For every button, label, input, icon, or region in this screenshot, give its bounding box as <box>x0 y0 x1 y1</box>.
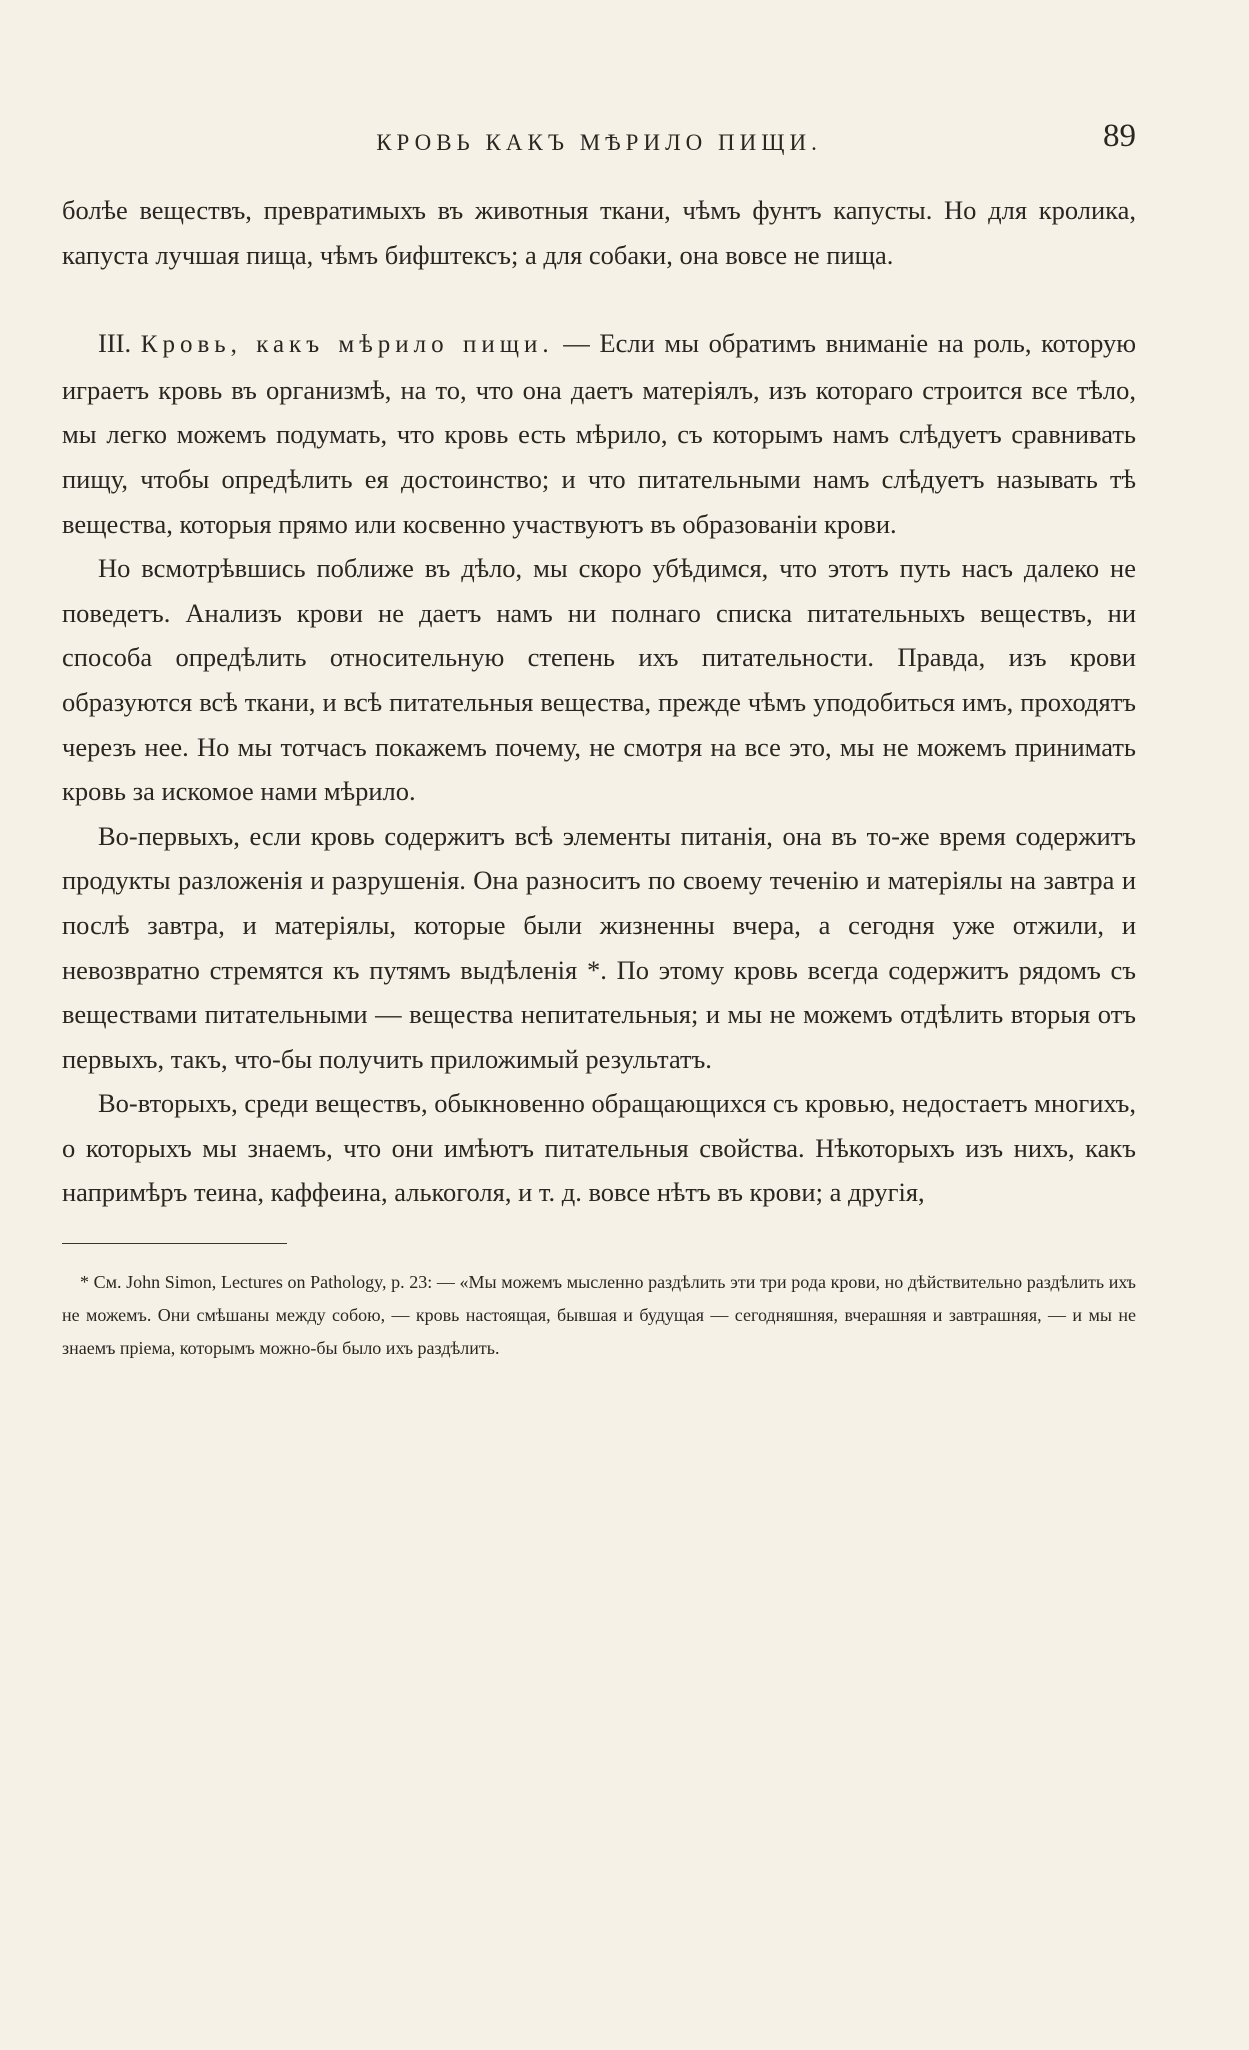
footnote-text: * См. John Simon, Lectures on Pathology, p. 23: — «Мы можемъ мысленно раздѣлить эти три рода крови, но дѣйствительно раздѣлить ихъ не можемъ. Они смѣшаны между собою, — кровь настоящая, бывшая и будущая — сегодняшняя, вчерашняя и завтрашняя, — и мы не знаемъ пріема, которымъ можно-бы было ихъ раздѣлить. <box>62 1272 1136 1359</box>
paragraph-text: болѣе веществъ, превратимыхъ въ животныя ткани, чѣмъ фунтъ капусты. Но для кролика, капуста лучшая пища, чѣмъ бифштексъ; а для собаки, она вовсе не пища. <box>62 195 1136 270</box>
page <box>62 118 1136 1383</box>
paragraph <box>62 814 1136 1082</box>
paragraph-text: — Если мы обратимъ вниманіе на роль, которую играетъ кровь въ организмѣ, на то, что она даетъ матеріялъ, изъ котораго строится все тѣло, мы легко можемъ подумать, что кровь есть мѣрило, съ которымъ намъ слѣдуетъ сравнивать пищу, чтобы опредѣлить ея достоинство; и что питательными намъ слѣдуетъ называть тѣ вещества, которыя прямо или косвенно участвуютъ въ образованіи крови. <box>62 328 1137 539</box>
running-head: КРОВЬ КАКЪ МѢРИЛО ПИЩИ. <box>376 130 822 155</box>
paragraph-section-iii <box>62 321 1136 546</box>
paragraph-text: Во-вторыхъ, среди веществъ, обыкновенно обращающихся съ кровью, недостаетъ многихъ, о которыхъ мы знаемъ, что они имѣютъ питательныя свойства. Нѣкоторыхъ изъ нихъ, какъ напримѣръ теина, каффеина, алькоголя, и т. д. вовсе нѣтъ въ крови; а другія, <box>62 1088 1136 1208</box>
section-title: Кровь, какъ мѣрило пищи. <box>140 331 554 359</box>
paragraph <box>62 1081 1136 1215</box>
paragraph-text: Во-первыхъ, если кровь содержитъ всѣ элементы питанія, она въ то-же время содержитъ продукты разложенія и разрушенія. Она разноситъ по своему теченію и матеріялы на завтра и послѣ завтра, и матеріялы, которые были жизненны вчера, а сегодня уже отжили, и невозвратно стремятся къ путямъ выдѣленія *. По этому кровь всегда содержитъ рядомъ съ веществами питательными — вещества непитательныя; и мы не можемъ отдѣлить вторыя отъ первыхъ, такъ, что-бы получить приложимый результатъ. <box>62 820 1136 1074</box>
page-header <box>62 118 1136 168</box>
body-text <box>62 188 1136 1215</box>
footnote-divider <box>62 1243 287 1244</box>
paragraph-continuation <box>62 188 1136 277</box>
footnote <box>62 1266 1136 1365</box>
section-number: III. <box>98 328 132 359</box>
paragraph <box>62 546 1136 814</box>
paragraph-text: Но всмотрѣвшись поближе въ дѣло, мы скоро убѣдимся, что этотъ путь насъ далеко не поведетъ. Анализъ крови не даетъ намъ ни полнаго списка питательныхъ веществъ, ни способа опредѣлить относительную степень ихъ питательности. Правда, изъ крови образуются всѣ ткани, и всѣ питательныя вещества, прежде чѣмъ уподобиться имъ, проходятъ черезъ нее. Но мы тотчасъ покажемъ почему, не смотря на все это, мы не можемъ принимать кровь за искомое нами мѣрило. <box>62 553 1136 807</box>
page-number: 89 <box>1103 118 1136 154</box>
